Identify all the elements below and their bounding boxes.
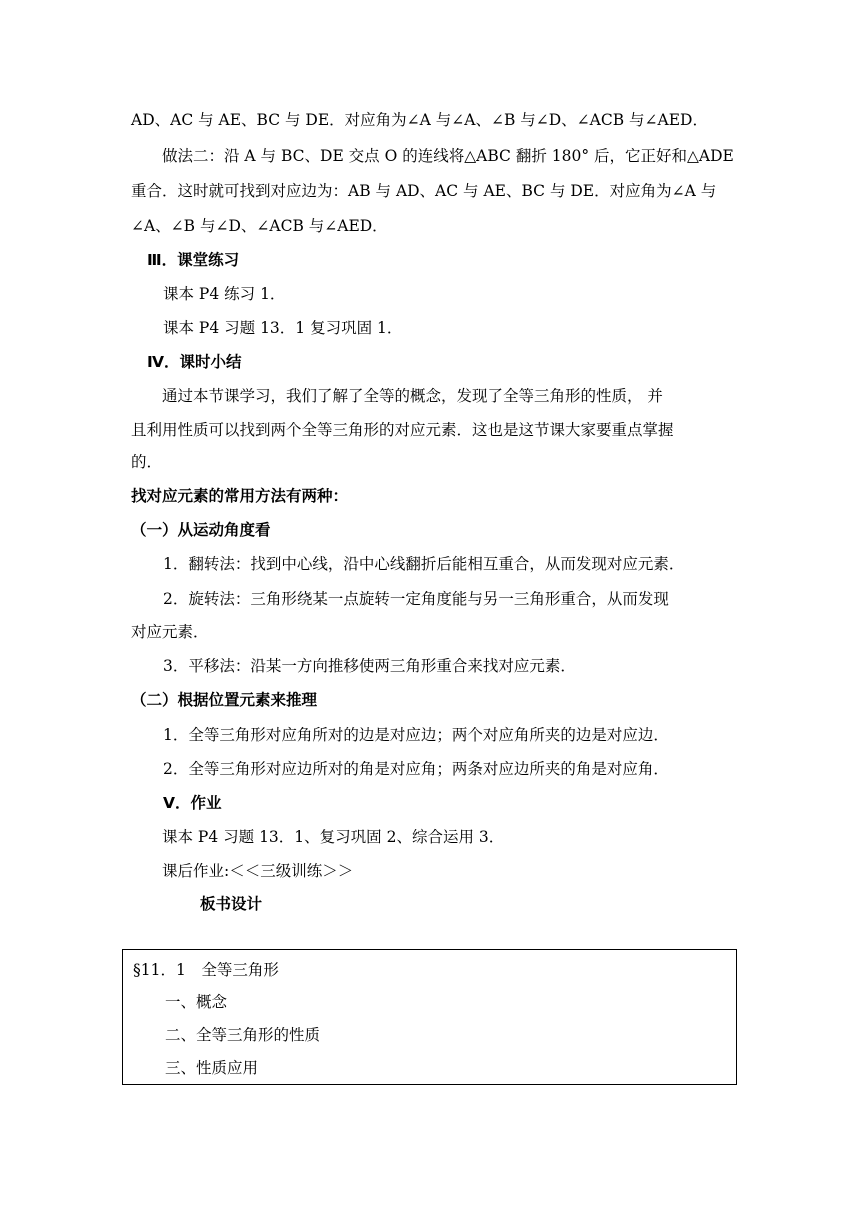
board-heading: 板书设计	[200, 895, 263, 913]
board-item: 二、全等三角形的性质	[165, 1026, 321, 1044]
list-item: 对应元素．	[131, 623, 209, 641]
subsection-heading: （二）根据位置元素来推理	[131, 691, 318, 709]
paragraph-line: ∠A、∠B 与∠D、∠ACB 与∠AED．	[131, 217, 388, 235]
paragraph-line: 通过本节课学习，我们了解了全等的概念，发现了全等三角形的性质， 并	[162, 387, 663, 405]
list-item: 课本 P4 习题 13．1、复习巩固 2、综合运用 3．	[162, 828, 505, 846]
subsection-heading: （一）从运动角度看	[131, 521, 271, 539]
list-item: 2．全等三角形对应边所对的角是对应角；两条对应边所夹的角是对应角．	[163, 760, 669, 778]
section-heading: Ⅲ．课堂练习	[147, 251, 240, 269]
list-item: 2．旋转法：三角形绕某一点旋转一定角度能与另一三角形重合，从而发现	[163, 590, 669, 608]
paragraph-line: 做法二：沿 A 与 BC、DE 交点 O 的连线将△ABC 翻折 180° 后，它正好和△ADE	[162, 147, 734, 165]
section-heading: Ⅳ．课时小结	[147, 353, 242, 371]
list-item: 3．平移法：沿某一方向推移使两三角形重合来找对应元素．	[163, 657, 576, 675]
board-item: 三、性质应用	[165, 1059, 259, 1077]
list-item: 1．全等三角形对应角所对的边是对应边；两个对应角所夹的边是对应边．	[163, 726, 669, 744]
list-item: 课后作业:＜＜三级训练＞＞	[162, 862, 354, 880]
section-heading: 找对应元素的常用方法有两种：	[131, 487, 349, 505]
paragraph-line: 的．	[131, 453, 163, 471]
board-item: 一、概念	[165, 993, 228, 1011]
list-item: 1．翻转法：找到中心线，沿中心线翻折后能相互重合，从而发现对应元素．	[163, 555, 685, 573]
list-item: 课本 P4 习题 13．1 复习巩固 1．	[163, 319, 403, 337]
board-design-box	[122, 949, 737, 1085]
list-item: 课本 P4 练习 1．	[163, 285, 286, 303]
paragraph-line: AD、AC 与 AE、BC 与 DE．对应角为∠A 与∠A、∠B 与∠D、∠ACB 与∠AED．	[131, 111, 708, 129]
board-title: §11．1 全等三角形	[133, 961, 279, 979]
paragraph-line: 重合．这时就可找到对应边为：AB 与 AD、AC 与 AE、BC 与 DE．对应角为∠A 与	[131, 182, 717, 200]
paragraph-line: 且利用性质可以找到两个全等三角形的对应元素．这也是这节课大家要重点掌握	[131, 421, 674, 439]
section-heading: Ⅴ．作业	[163, 794, 222, 812]
